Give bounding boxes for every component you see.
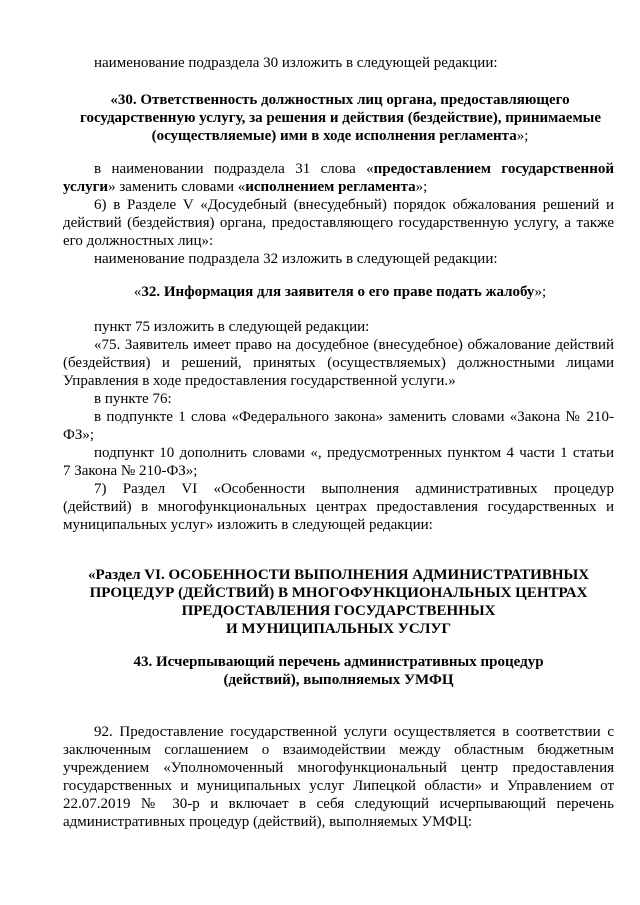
heading-30-line3: (осуществляемые) ими в ходе исполнения регламента <box>151 128 517 144</box>
point75-line3: Управления в ходе предоставления государственной услуги.» <box>63 373 456 389</box>
paragraph-sub30-intro: наименование подраздела 30 изложить в следующей редакции: <box>94 55 498 71</box>
section6-line2: ПРОЦЕДУР (ДЕЙСТВИЙ) В МНОГОФУНКЦИОНАЛЬНЫХ ЦЕНТРАХ <box>89 585 588 601</box>
heading-30-line2: государственную услугу, за решения и действия (бездействие), принимаемые <box>80 110 602 126</box>
sub31-bold-word: услуги <box>63 179 109 195</box>
item7-line2: (действий) в многофункциональных центрах предоставления государственных и <box>63 499 614 515</box>
heading-32-tail: »; <box>534 284 547 300</box>
point92-line6: административных процедур (действий), выполняемых УМФЦ: <box>63 814 473 830</box>
heading-32-title: 32. Информация для заявителя о его праве подать жалобу <box>141 284 535 300</box>
item7-line3: муниципальных услуг» изложить в следующей редакции: <box>63 517 433 533</box>
point92-line5: 22.07.2019 № 30-р и включает в себя следующий исчерпывающий перечень <box>63 796 614 812</box>
point92-line2: заключенным соглашением о взаимодействии между областным бюджетным <box>63 742 614 758</box>
heading-32-open-quote: « <box>133 284 142 300</box>
subpoint1-line2: ФЗ»; <box>63 427 95 443</box>
heading-subsection-32 <box>80 282 600 302</box>
point92-line4: государственных и муниципальных услуг Липецкой области» и Управлением от <box>63 778 614 794</box>
subpoint1-line1: в подпункте 1 слова «Федерального закона» заменить словами «Закона № 210- <box>94 409 614 425</box>
point75-line1: «75. Заявитель имеет право на досудебное (внесудебное) обжалование действий <box>94 337 614 353</box>
subpoint10-line1: подпункт 10 дополнить словами «, предусмотренных пунктом 4 части 1 статьи <box>94 445 614 461</box>
subpoint10-line2: 7 Закона № 210-ФЗ»; <box>63 463 198 479</box>
paragraph-point76: в пункте 76: <box>94 391 172 407</box>
point92-line1: 92. Предоставление государственной услуги осуществляется в соответствии с <box>94 724 614 740</box>
section6-line3: ПРЕДОСТАВЛЕНИЯ ГОСУДАРСТВЕННЫХ <box>181 603 496 619</box>
paragraph-sub32-intro: наименование подраздела 32 изложить в следующей редакции: <box>94 251 498 267</box>
sub31-text-d: » заменить словами « <box>108 179 246 195</box>
point75-line2: (бездействия) и решений, принятых (осуществляемых) должностными лицами <box>63 355 614 371</box>
paragraph-point75-intro: пункт 75 изложить в следующей редакции: <box>94 319 370 335</box>
sub31-text-a: в наименовании подраздела 31 слова « <box>94 161 374 177</box>
heading-30-line1: «30. Ответственность должностных лиц органа, предоставляющего <box>110 92 570 108</box>
point92-line3: учреждением «Уполномоченный многофункциональный центр предоставления <box>63 760 614 776</box>
item7-line1: 7) Раздел VI «Особенности выполнения административных процедур <box>94 481 614 497</box>
heading-43-line2: (действий), выполняемых УМФЦ <box>223 672 454 688</box>
sub31-bold-replacement: исполнением регламента <box>245 179 416 195</box>
sub31-bold-phrase: предоставлением государственной <box>373 161 614 177</box>
item6-line2: действий (бездействия) органа, предоставляющего государственную услугу, а также <box>63 215 614 231</box>
section6-line4: И МУНИЦИПАЛЬНЫХ УСЛУГ <box>225 621 452 637</box>
section6-line1: «Раздел VI. ОСОБЕННОСТИ ВЫПОЛНЕНИЯ АДМИНИСТРАТИВНЫХ <box>87 567 590 583</box>
sub31-text-f: »; <box>415 179 428 195</box>
heading-43-line1: 43. Исчерпывающий перечень административных процедур <box>133 654 544 670</box>
heading-30-tail: »; <box>516 128 529 144</box>
item6-line3: его должностных лиц»: <box>63 233 214 249</box>
item6-line1: 6) в Разделе V «Досудебный (внесудебный) порядок обжалования решений и <box>94 197 614 213</box>
